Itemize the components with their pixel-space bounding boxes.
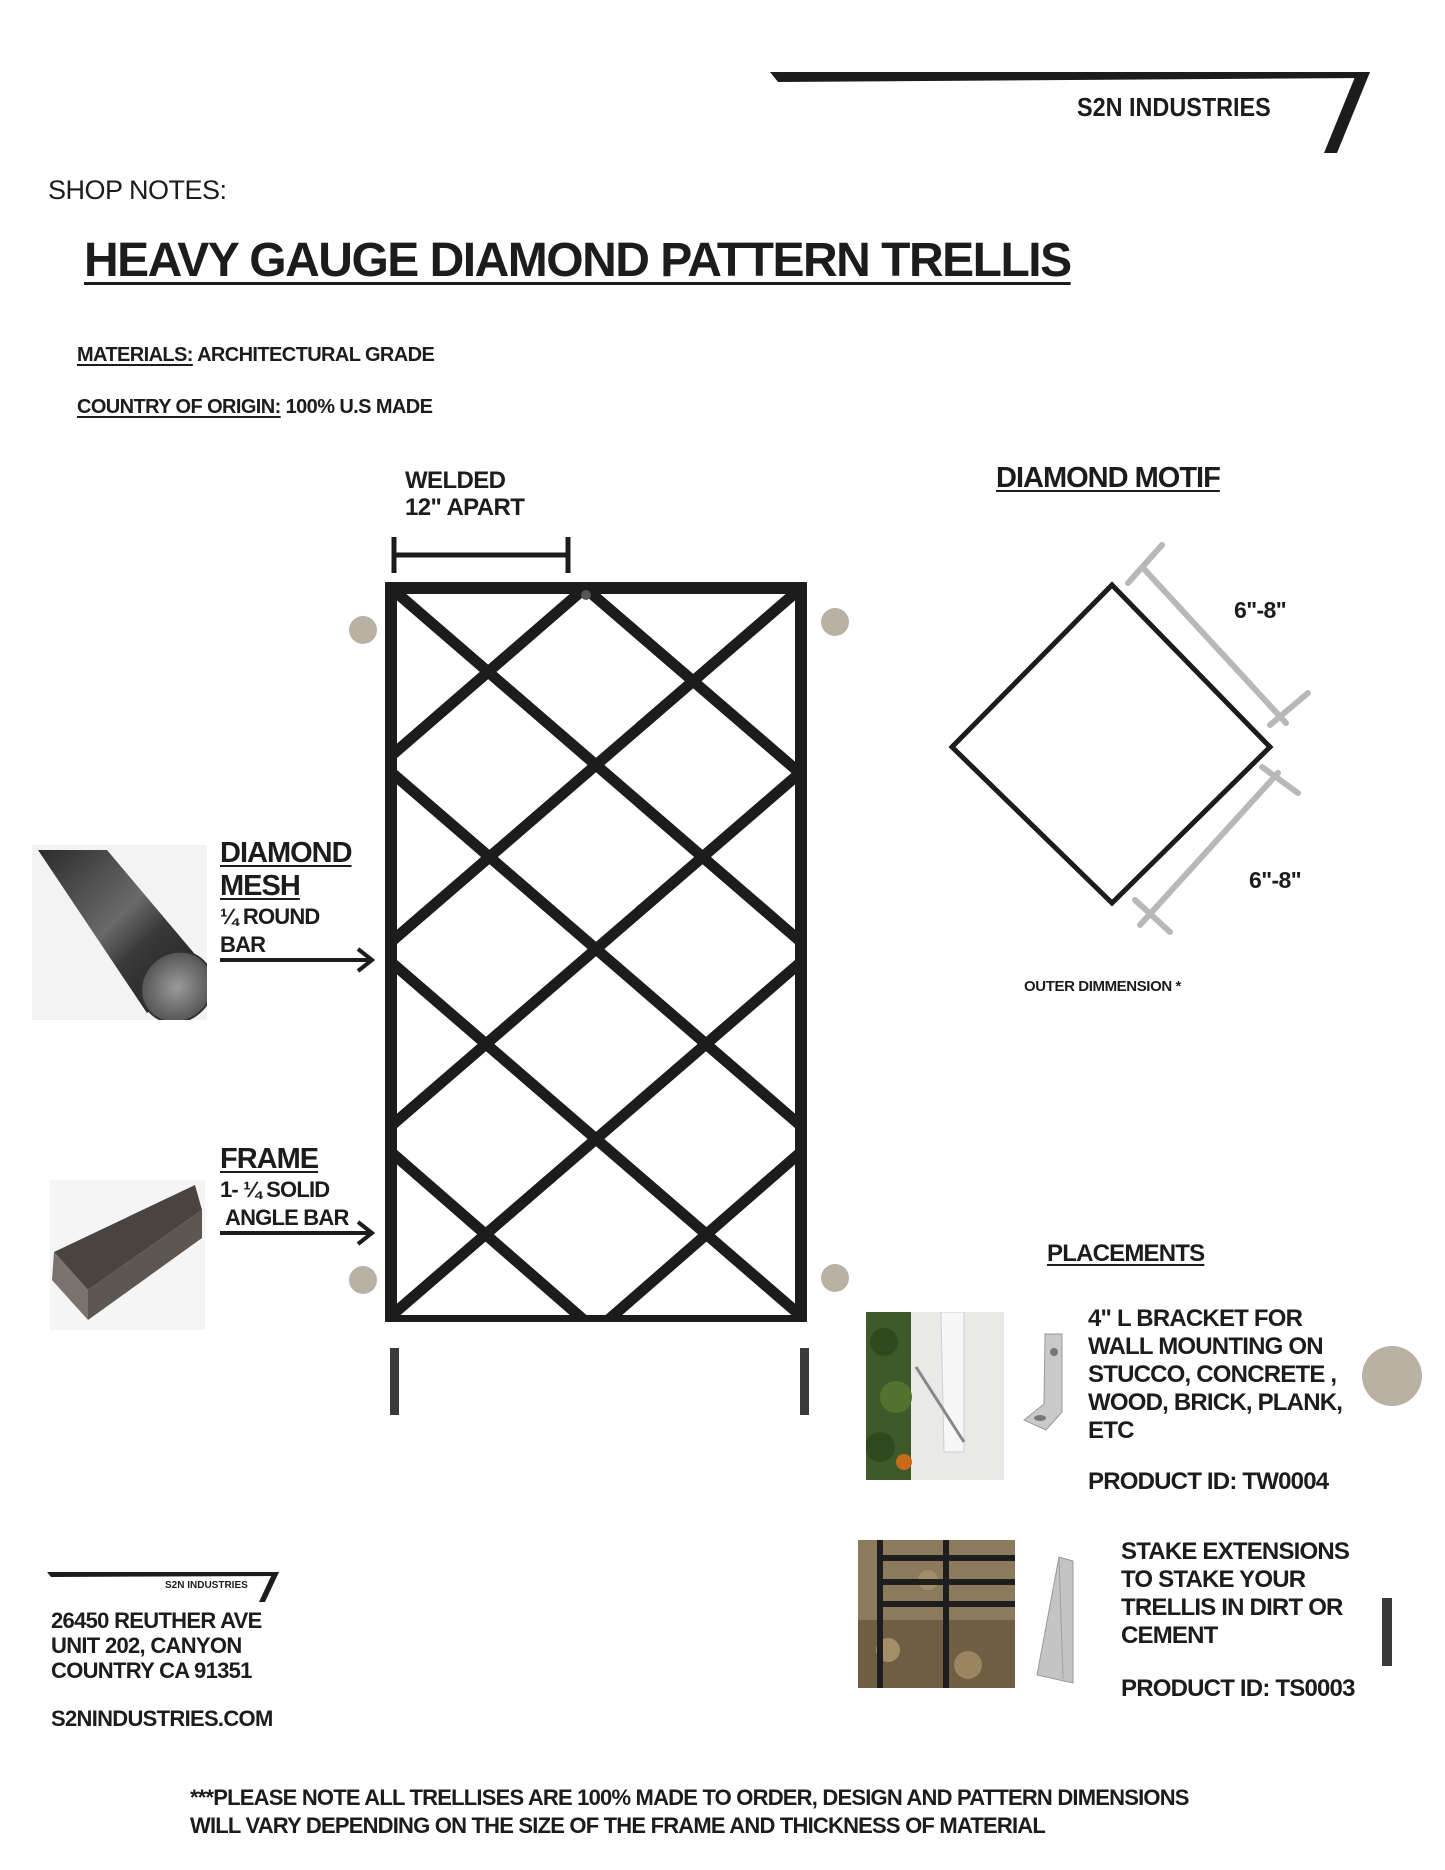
dimension-bottom-label: 6"-8" [1249, 867, 1302, 893]
bracket-line-3: STUCCO, CONCRETE , [1088, 1361, 1337, 1388]
diamond-motif-title: DIAMOND MOTIF [996, 462, 1220, 494]
diamond-mesh-label [220, 837, 352, 959]
materials-line [77, 344, 434, 367]
dimension-line-bottom [1140, 773, 1278, 925]
outer-dimension-note: OUTER DIMMENSION * [1024, 978, 1181, 995]
diamond-mesh-title-2: MESH [220, 870, 300, 902]
origin-label: COUNTRY OF ORIGIN: [77, 396, 281, 418]
welded-line-1: WELDED [405, 467, 506, 494]
brand-banner-graphic [770, 68, 1370, 158]
mount-dot-top-right [821, 608, 849, 636]
l-bracket-photo [1018, 1332, 1068, 1432]
stake-description [1121, 1538, 1349, 1650]
bracket-line-2: WALL MOUNTING ON [1088, 1333, 1323, 1360]
dimension-line-top [1145, 570, 1286, 723]
address-line-1: 26450 REUTHER AVE [51, 1608, 262, 1633]
shop-notes-label: SHOP NOTES: [48, 175, 227, 205]
stake-post-left [390, 1348, 399, 1415]
frame-title: FRAME [220, 1143, 319, 1175]
stake-product-id: PRODUCT ID: TS0003 [1121, 1675, 1355, 1702]
frame-spec-2: ANGLE BAR [225, 1205, 349, 1230]
address-lines [51, 1608, 262, 1683]
weld-point [581, 590, 591, 600]
placements-title: PLACEMENTS [1047, 1240, 1205, 1267]
bracket-line-4: WOOD, BRICK, PLANK, [1088, 1389, 1343, 1416]
bracket-description [1088, 1305, 1342, 1445]
bracket-line-1: 4" L BRACKET FOR [1088, 1305, 1303, 1332]
address-brand-name: S2N INDUSTRIES [165, 1580, 248, 1591]
footer-line-1: ***PLEASE NOTE ALL TRELLISES ARE 100% MADE TO ORDER, DESIGN AND PATTERN DIMENSIONS [190, 1785, 1189, 1810]
address-brand-banner [47, 1570, 282, 1604]
stake-ground-photo [858, 1540, 1015, 1688]
welded-line-2: 12" APART [405, 494, 525, 521]
origin-value: 100% U.S MADE [285, 396, 433, 418]
stake-extension-photo [1033, 1555, 1078, 1685]
page-title: HEAVY GAUGE DIAMOND PATTERN TRELLIS [84, 234, 1071, 287]
placement-dot [1362, 1346, 1422, 1406]
trellis-drawing [385, 582, 815, 1322]
materials-value: ARCHITECTURAL GRADE [197, 344, 435, 366]
stake-line-2: TO STAKE YOUR [1121, 1566, 1306, 1593]
brand-name: S2N INDUSTRIES [1077, 92, 1271, 122]
diamond-mesh-spec-1: ¼ ROUND [220, 904, 320, 929]
mount-dot-top-left [349, 616, 377, 644]
stake-line-1: STAKE EXTENSIONS [1121, 1538, 1350, 1565]
bracket-product-id: PRODUCT ID: TW0004 [1088, 1468, 1329, 1495]
stake-marker [1382, 1598, 1392, 1666]
materials-label: MATERIALS: [77, 344, 193, 366]
stake-line-3: TRELLIS IN DIRT OR [1121, 1594, 1343, 1621]
bracket-line-5: ETC [1088, 1417, 1134, 1444]
diamond-mesh-arrow [220, 945, 380, 975]
footer-note [190, 1784, 1189, 1840]
stake-post-right [800, 1348, 809, 1415]
bracket-wall-photo [866, 1312, 1004, 1480]
address-line-2: UNIT 202, CANYON [51, 1633, 242, 1658]
mount-dot-bottom-right [821, 1264, 849, 1292]
diamond-mesh-spec-2: BAR [220, 932, 266, 957]
frame-arrow [220, 1218, 380, 1248]
angle-bar-photo [50, 1180, 205, 1330]
origin-line [77, 396, 432, 419]
round-bar-photo [32, 845, 207, 1020]
welded-spacing-dimension [390, 535, 580, 575]
mount-dot-bottom-left [349, 1266, 377, 1294]
diamond-shape [952, 585, 1270, 903]
website-link[interactable]: S2NINDUSTRIES.COM [51, 1706, 273, 1731]
dimension-top-label: 6"-8" [1234, 597, 1287, 623]
welded-label [405, 467, 524, 521]
diamond-mesh-title-1: DIAMOND [220, 837, 352, 869]
address-line-3: COUNTRY CA 91351 [51, 1658, 252, 1683]
stake-line-4: CEMENT [1121, 1622, 1218, 1649]
footer-line-2: WILL VARY DEPENDING ON THE SIZE OF THE FRAME AND THICKNESS OF MATERIAL [190, 1813, 1045, 1838]
frame-spec-1: 1- ¼ SOLID [220, 1177, 330, 1202]
brand-banner [770, 68, 1370, 158]
